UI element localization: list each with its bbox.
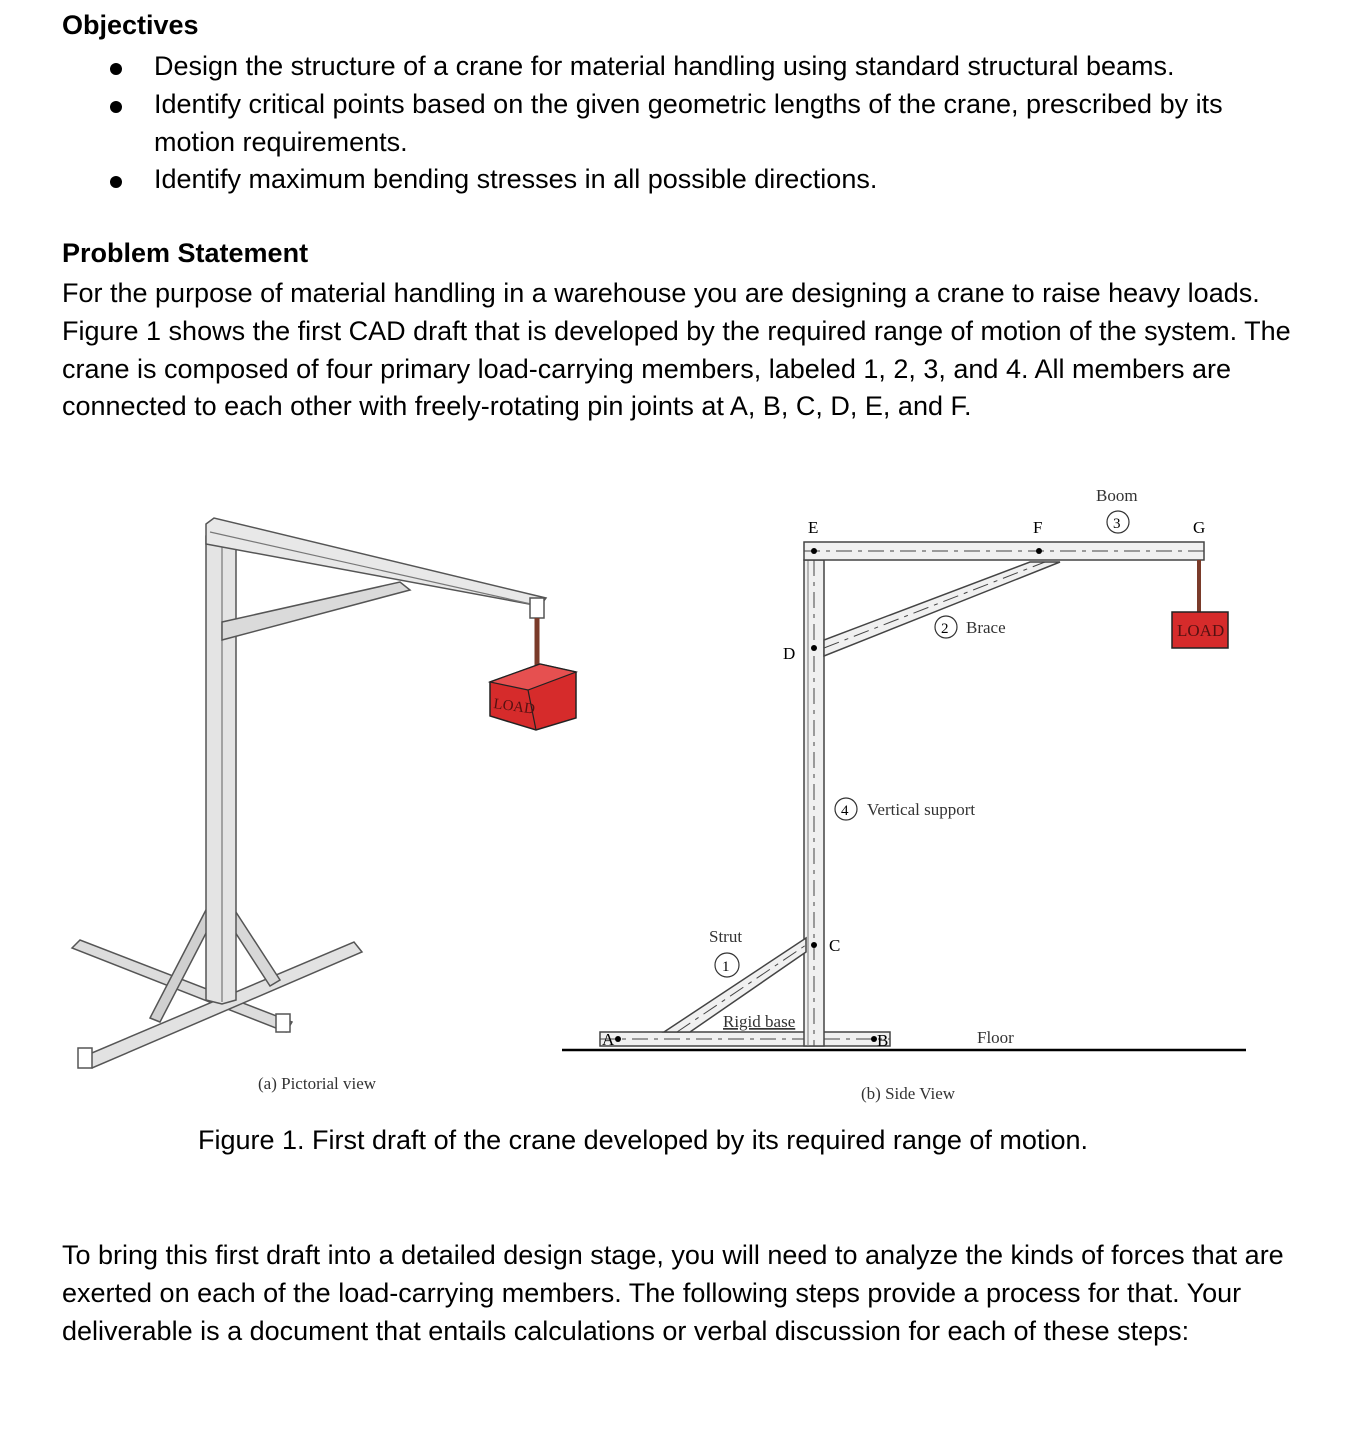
objective-text: Identify critical points based on the given geometric lengths of the crane, prescribed by its motion requirements. <box>154 89 1223 157</box>
brace-label: Brace <box>966 618 1006 637</box>
objectives-heading: Objectives <box>62 10 199 40</box>
bullet-icon <box>110 101 122 113</box>
pictorial-view <box>72 518 576 1093</box>
strut-label: Strut <box>709 927 743 946</box>
bullet-icon <box>110 63 122 75</box>
objective-text: Design the structure of a crane for material handling using standard structural beams. <box>154 51 1175 81</box>
pictorial-caption: (a) Pictorial view <box>258 1074 377 1093</box>
point-c-label: C <box>829 936 841 955</box>
bullet-icon <box>110 176 122 188</box>
boom-number: 3 <box>1113 516 1121 532</box>
problem-text: For the purpose of material handling in a warehouse you are designing a crane to raise heavy loads. Figure 1 shows the first CAD draft that is developed by the required range of motion of the system. The crane is composed of four primary load-carrying members, labeled 1, 2, 3, and 4. All members are connected to each other with freely-rotating pin joints at A, B, C, D, E, and F. <box>62 278 1291 422</box>
point-g-label: G <box>1193 518 1206 537</box>
objective-text: Identify maximum bending stresses in all possible directions. <box>154 164 878 194</box>
side-load-label: LOAD <box>1177 621 1225 640</box>
floor-label: Floor <box>977 1028 1014 1047</box>
brace-number: 2 <box>941 621 949 637</box>
rigid-base-label: Rigid base <box>723 1012 796 1031</box>
vertical-number: 4 <box>841 803 849 819</box>
crane-figure <box>0 470 1372 1120</box>
point-a-label: A <box>602 1030 615 1049</box>
point-e-label: E <box>808 518 819 537</box>
point-f-label: F <box>1033 518 1043 537</box>
pictorial-load-label: LOAD <box>492 696 536 718</box>
problem-heading: Problem Statement <box>62 238 309 268</box>
side-caption: (b) Side View <box>861 1084 956 1103</box>
point-b-label: B <box>877 1031 889 1050</box>
figure-caption: Figure 1. First draft of the crane developed by its required range of motion. <box>198 1125 1088 1155</box>
closing-text: To bring this first draft into a detailed design stage, you will need to analyze the kinds of forces that are exerted on each of the load-carrying members. The following steps provide a process for that. Your deliverable is a document that entails calculations or verbal discussion for each of these steps: <box>62 1240 1284 1346</box>
strut-number: 1 <box>722 959 730 975</box>
vertical-support-label: Vertical support <box>867 800 976 819</box>
boom-label: Boom <box>1096 486 1138 505</box>
point-d-label: D <box>783 644 796 663</box>
side-view <box>562 486 1246 1103</box>
